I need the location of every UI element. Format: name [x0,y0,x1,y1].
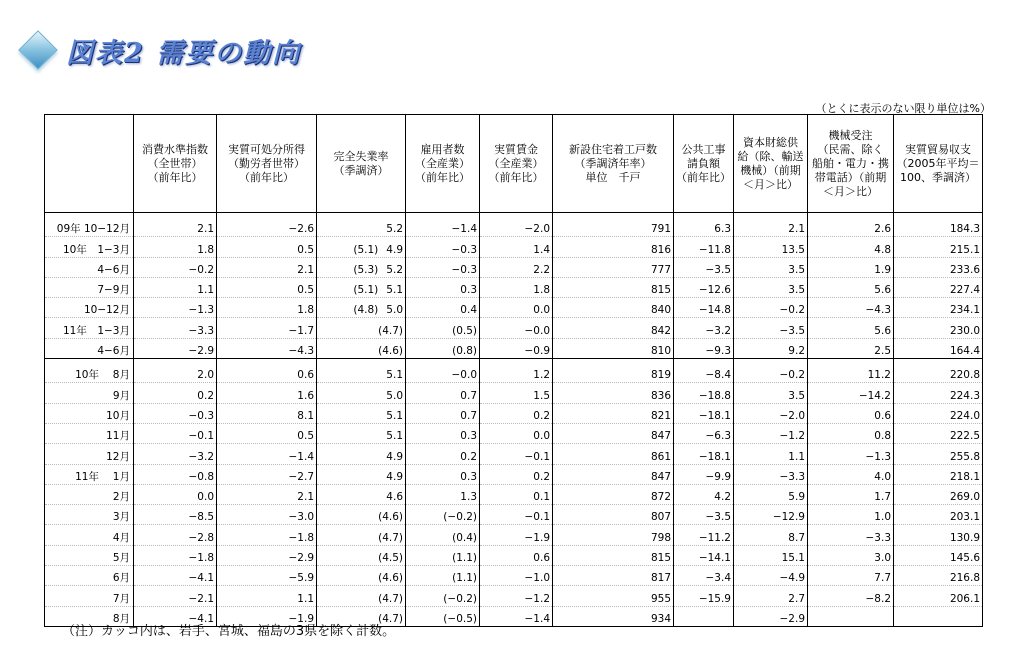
table-cell: 5.6 [808,277,894,297]
table-cell: −18.1 [674,444,734,464]
table-cell: 206.1 [894,586,983,606]
table-cell: 5.1 [317,359,406,383]
table-cell: (−0.5) [406,606,480,626]
table-row [45,403,983,423]
table-cell: 215.1 [894,237,983,257]
row-label: 11月 [45,423,134,443]
row-label: 4−6月 [45,257,134,277]
table-cell: −2.7 [217,464,317,484]
table-cell: 3.0 [808,545,894,565]
row-label: 4−6月 [45,338,134,358]
table-cell: 2.1 [217,484,317,504]
table-cell: −0.3 [406,257,480,277]
table-cell: 130.9 [894,525,983,545]
table-cell: 0.5 [217,277,317,297]
table-cell: −1.4 [406,213,480,237]
table-cell: −3.3 [734,464,808,484]
table-cell: 1.1 [134,277,217,297]
table-cell: −14.2 [808,383,894,403]
table-cell: 145.6 [894,545,983,565]
table-cell: 815 [553,545,674,565]
table-row [45,237,983,257]
table-cell: 847 [553,464,674,484]
table-cell: −5.9 [217,566,317,586]
table-cell: 224.0 [894,403,983,423]
table-cell: −3.5 [734,318,808,338]
table-cell: −9.9 [674,464,734,484]
table-cell: −3.4 [674,566,734,586]
table-cell: 0.2 [134,383,217,403]
table-cell: −11.8 [674,237,734,257]
table-cell: 227.4 [894,277,983,297]
table-cell: 807 [553,505,674,525]
table-cell: −0.2 [134,257,217,277]
table-cell: 2.5 [808,338,894,358]
table-cell: 821 [553,403,674,423]
table-row [45,277,983,297]
table-cell [894,606,983,626]
table-cell: −3.2 [674,318,734,338]
table-cell: −3.5 [674,505,734,525]
table-row [45,566,983,586]
table-cell: −0.1 [134,423,217,443]
column-header: 新設住宅着工戸数 （季調済年率） 単位 千戸 [553,115,674,213]
table-cell: 0.7 [406,383,480,403]
table-cell: −1.3 [808,444,894,464]
table-cell: 11.2 [808,359,894,383]
column-header: 実質貿易収支 （2005年平均＝ 100、季調済） [894,115,983,213]
table-cell: 872 [553,484,674,504]
table-body [45,213,983,627]
table-cell: (4.6) [317,505,406,525]
table-cell: 0.0 [480,298,553,318]
table-cell: (1.1) [406,566,480,586]
table-cell [808,606,894,626]
table-row [45,359,983,383]
row-label: 09年 10−12月 [45,213,134,237]
table-cell: −3.5 [674,257,734,277]
table-cell: 1.0 [808,505,894,525]
table-cell: (5.1) 4.9 [317,237,406,257]
table-cell: −9.3 [674,338,734,358]
table-row [45,464,983,484]
table-cell: −8.4 [674,359,734,383]
table-cell: 269.0 [894,484,983,504]
table-cell: 0.1 [480,484,553,504]
table-cell: −2.9 [134,338,217,358]
table-cell: 1.6 [217,383,317,403]
table-cell: −15.9 [674,586,734,606]
table-cell: −2.8 [134,525,217,545]
table-cell: 1.3 [406,484,480,504]
column-header: 機械受注 （民需、除く 船舶・電力・携 帯電話）（前期 ＜月＞比） [808,115,894,213]
table-cell: 216.8 [894,566,983,586]
column-header: 完全失業率 （季調済） [317,115,406,213]
excl-value: (5.1) [353,284,379,297]
table-cell: 0.3 [406,423,480,443]
excl-value: (4.8) [353,304,379,317]
table-cell: −0.2 [734,359,808,383]
table-cell: 0.7 [406,403,480,423]
table-cell: −0.1 [480,505,553,525]
table-cell: 2.1 [217,257,317,277]
footnote: （注）カッコ内は、岩手、宮城、福島の3県を除く計数。 [62,624,396,639]
table-cell: 0.5 [217,423,317,443]
table-cell: 8.1 [217,403,317,423]
row-label: 11年 1−3月 [45,318,134,338]
table-cell: 1.5 [480,383,553,403]
table-cell: 847 [553,423,674,443]
table-cell: (5.1) 5.1 [317,277,406,297]
table-cell: −1.0 [480,566,553,586]
table-cell: 4.9 [317,444,406,464]
table-cell: −11.2 [674,525,734,545]
table-cell: −2.6 [217,213,317,237]
table-cell: (0.4) [406,525,480,545]
row-label: 7−9月 [45,277,134,297]
table-cell: 5.9 [734,484,808,504]
column-header: 資本財総供 給（除、輸送 機械）（前期 ＜月＞比） [734,115,808,213]
column-header: 雇用者数 （全産業） （前年比） [406,115,480,213]
row-label: 2月 [45,484,134,504]
table-cell: 0.6 [480,545,553,565]
table-cell: (4.7) [317,525,406,545]
table-cell: −18.1 [674,403,734,423]
table-cell: 2.0 [134,359,217,383]
demand-table [44,114,983,627]
table-cell: 0.0 [134,484,217,504]
table-cell: 1.8 [480,277,553,297]
table-cell: 4.6 [317,484,406,504]
table-cell [674,606,734,626]
table-cell: 2.2 [480,257,553,277]
table-cell: 15.1 [734,545,808,565]
table-cell: 0.5 [217,237,317,257]
table-cell: (4.7) [317,318,406,338]
table-row [45,213,983,237]
diamond-icon [18,30,58,70]
table-cell: 0.8 [808,423,894,443]
row-label: 3月 [45,505,134,525]
table-cell: (0.8) [406,338,480,358]
table-cell: 8.7 [734,525,808,545]
table-cell: 1.7 [808,484,894,504]
table-cell: −0.0 [480,318,553,338]
table-cell: −14.8 [674,298,734,318]
table-cell: −4.9 [734,566,808,586]
table-cell: −4.3 [808,298,894,318]
table-cell: 230.0 [894,318,983,338]
table-cell: −2.0 [480,213,553,237]
table-cell: 203.1 [894,505,983,525]
table-cell: −3.3 [134,318,217,338]
table-cell: 1.1 [734,444,808,464]
table-cell: 798 [553,525,674,545]
table-cell: 5.0 [317,383,406,403]
table-row [45,525,983,545]
table-cell: 13.5 [734,237,808,257]
table-cell: 233.6 [894,257,983,277]
table-cell: (1.1) [406,545,480,565]
table-cell: 842 [553,318,674,338]
table-row [45,484,983,504]
table-cell: 234.1 [894,298,983,318]
table-cell: 955 [553,586,674,606]
table-cell: −3.0 [217,505,317,525]
table-cell: 220.8 [894,359,983,383]
table-cell: −1.2 [734,423,808,443]
row-label: 8月 [45,606,134,626]
table-cell: 2.6 [808,213,894,237]
row-label: 5月 [45,545,134,565]
excl-value: (5.3) [353,263,379,276]
table-row [45,545,983,565]
table-cell: 1.8 [134,237,217,257]
table-cell: 815 [553,277,674,297]
excl-value: (5.1) [353,243,379,256]
unit-note: （とくに表示のない限り単位は%） [815,102,991,115]
table-cell: 791 [553,213,674,237]
table-cell: −1.2 [480,586,553,606]
table-cell: 861 [553,444,674,464]
table-cell: −1.3 [134,298,217,318]
table-cell: 5.2 [317,213,406,237]
table-cell: −14.1 [674,545,734,565]
column-header: 消費水準指数 （全世帯） （前年比） [134,115,217,213]
table-cell: −12.6 [674,277,734,297]
table-cell: 1.2 [480,359,553,383]
table-cell: 777 [553,257,674,277]
column-header: 公共工事 請負額 （前年比） [674,115,734,213]
row-label: 10月 [45,403,134,423]
table-cell: −1.4 [217,444,317,464]
row-label: 7月 [45,586,134,606]
row-label: 12月 [45,444,134,464]
table-cell: 1.4 [480,237,553,257]
table-cell: 817 [553,566,674,586]
table-cell: 7.7 [808,566,894,586]
table-cell: −4.1 [134,566,217,586]
row-label: 10−12月 [45,298,134,318]
table-cell: (4.6) [317,338,406,358]
column-header: 実質可処分所得 （勤労者世帯） （前年比） [217,115,317,213]
table-cell: 4.2 [674,484,734,504]
table-cell: −1.8 [134,545,217,565]
table-cell: 3.5 [734,277,808,297]
table-cell: −1.7 [217,318,317,338]
table-cell: 224.3 [894,383,983,403]
table-cell: 816 [553,237,674,257]
table-row [45,298,983,318]
table-row [45,383,983,403]
row-label: 9月 [45,383,134,403]
table-row [45,586,983,606]
table-cell: 819 [553,359,674,383]
table-cell: 0.2 [406,444,480,464]
table-cell: −4.3 [217,338,317,358]
table-cell: 0.2 [480,403,553,423]
table-cell: 0.3 [406,464,480,484]
table-cell: −1.9 [217,606,317,626]
table-cell: −0.3 [134,403,217,423]
table-cell: 0.0 [480,423,553,443]
table-cell: −1.4 [480,606,553,626]
table-cell: −18.8 [674,383,734,403]
table-cell: −0.1 [480,444,553,464]
table-cell: −0.0 [406,359,480,383]
table-cell: 934 [553,606,674,626]
table-cell: −8.2 [808,586,894,606]
table-row [45,423,983,443]
table-cell: 4.9 [317,464,406,484]
table-cell: 0.2 [480,464,553,484]
table-cell: (4.5) [317,545,406,565]
table-cell: (4.6) [317,566,406,586]
table-cell: 2.1 [134,213,217,237]
table-cell: −6.3 [674,423,734,443]
column-header: 実質賃金 （全産業） （前年比） [480,115,553,213]
table-cell: −2.0 [734,403,808,423]
column-header [45,115,134,213]
table-cell: 5.6 [808,318,894,338]
table-cell: −1.8 [217,525,317,545]
table-cell: 2.7 [734,586,808,606]
table-cell: 836 [553,383,674,403]
table-cell: −8.5 [134,505,217,525]
table-row [45,318,983,338]
row-label: 11年 1月 [45,464,134,484]
header-row [45,115,983,213]
table-cell: 218.1 [894,464,983,484]
table-cell: 222.5 [894,423,983,443]
table-cell: 5.1 [317,403,406,423]
row-label: 6月 [45,566,134,586]
table-cell: 184.3 [894,213,983,237]
table-cell: 840 [553,298,674,318]
table-cell: −3.3 [808,525,894,545]
table-cell: 2.1 [734,213,808,237]
table-cell: −2.9 [217,545,317,565]
table-cell: 1.8 [217,298,317,318]
table-cell: (4.7) [317,586,406,606]
table-cell: 3.5 [734,257,808,277]
table-cell: 9.2 [734,338,808,358]
row-label: 10年 8月 [45,359,134,383]
table-row [45,444,983,464]
table-cell: 255.8 [894,444,983,464]
table-cell: 4.8 [808,237,894,257]
table-cell: 0.3 [406,277,480,297]
table-cell: −0.8 [134,464,217,484]
table-cell: −1.9 [480,525,553,545]
table-cell: (0.5) [406,318,480,338]
table-cell: −0.9 [480,338,553,358]
table-cell: 1.1 [217,586,317,606]
row-label: 10年 1−3月 [45,237,134,257]
table-cell: 5.1 [317,423,406,443]
table-cell: (4.7) [317,606,406,626]
table-cell: 810 [553,338,674,358]
table-cell: (5.3) 5.2 [317,257,406,277]
table-cell: −0.2 [734,298,808,318]
table-cell: −12.9 [734,505,808,525]
table-row [45,505,983,525]
table-cell: −2.9 [734,606,808,626]
table-cell: (4.8) 5.0 [317,298,406,318]
row-label: 4月 [45,525,134,545]
table-cell: −3.2 [134,444,217,464]
table-cell: 0.6 [217,359,317,383]
table-cell: 0.6 [808,403,894,423]
table-cell: −0.3 [406,237,480,257]
table-cell: 1.9 [808,257,894,277]
table-cell: 164.4 [894,338,983,358]
table-cell: 6.3 [674,213,734,237]
page-title: 図表2 需要の動向 [66,37,302,69]
table-cell: −4.1 [134,606,217,626]
table-cell: −2.1 [134,586,217,606]
title-area [14,30,301,70]
table-cell: 3.5 [734,383,808,403]
table-row [45,338,983,358]
table-cell: (−0.2) [406,505,480,525]
table-cell: (−0.2) [406,586,480,606]
table-cell: 4.0 [808,464,894,484]
table-row [45,257,983,277]
table-cell: 0.4 [406,298,480,318]
